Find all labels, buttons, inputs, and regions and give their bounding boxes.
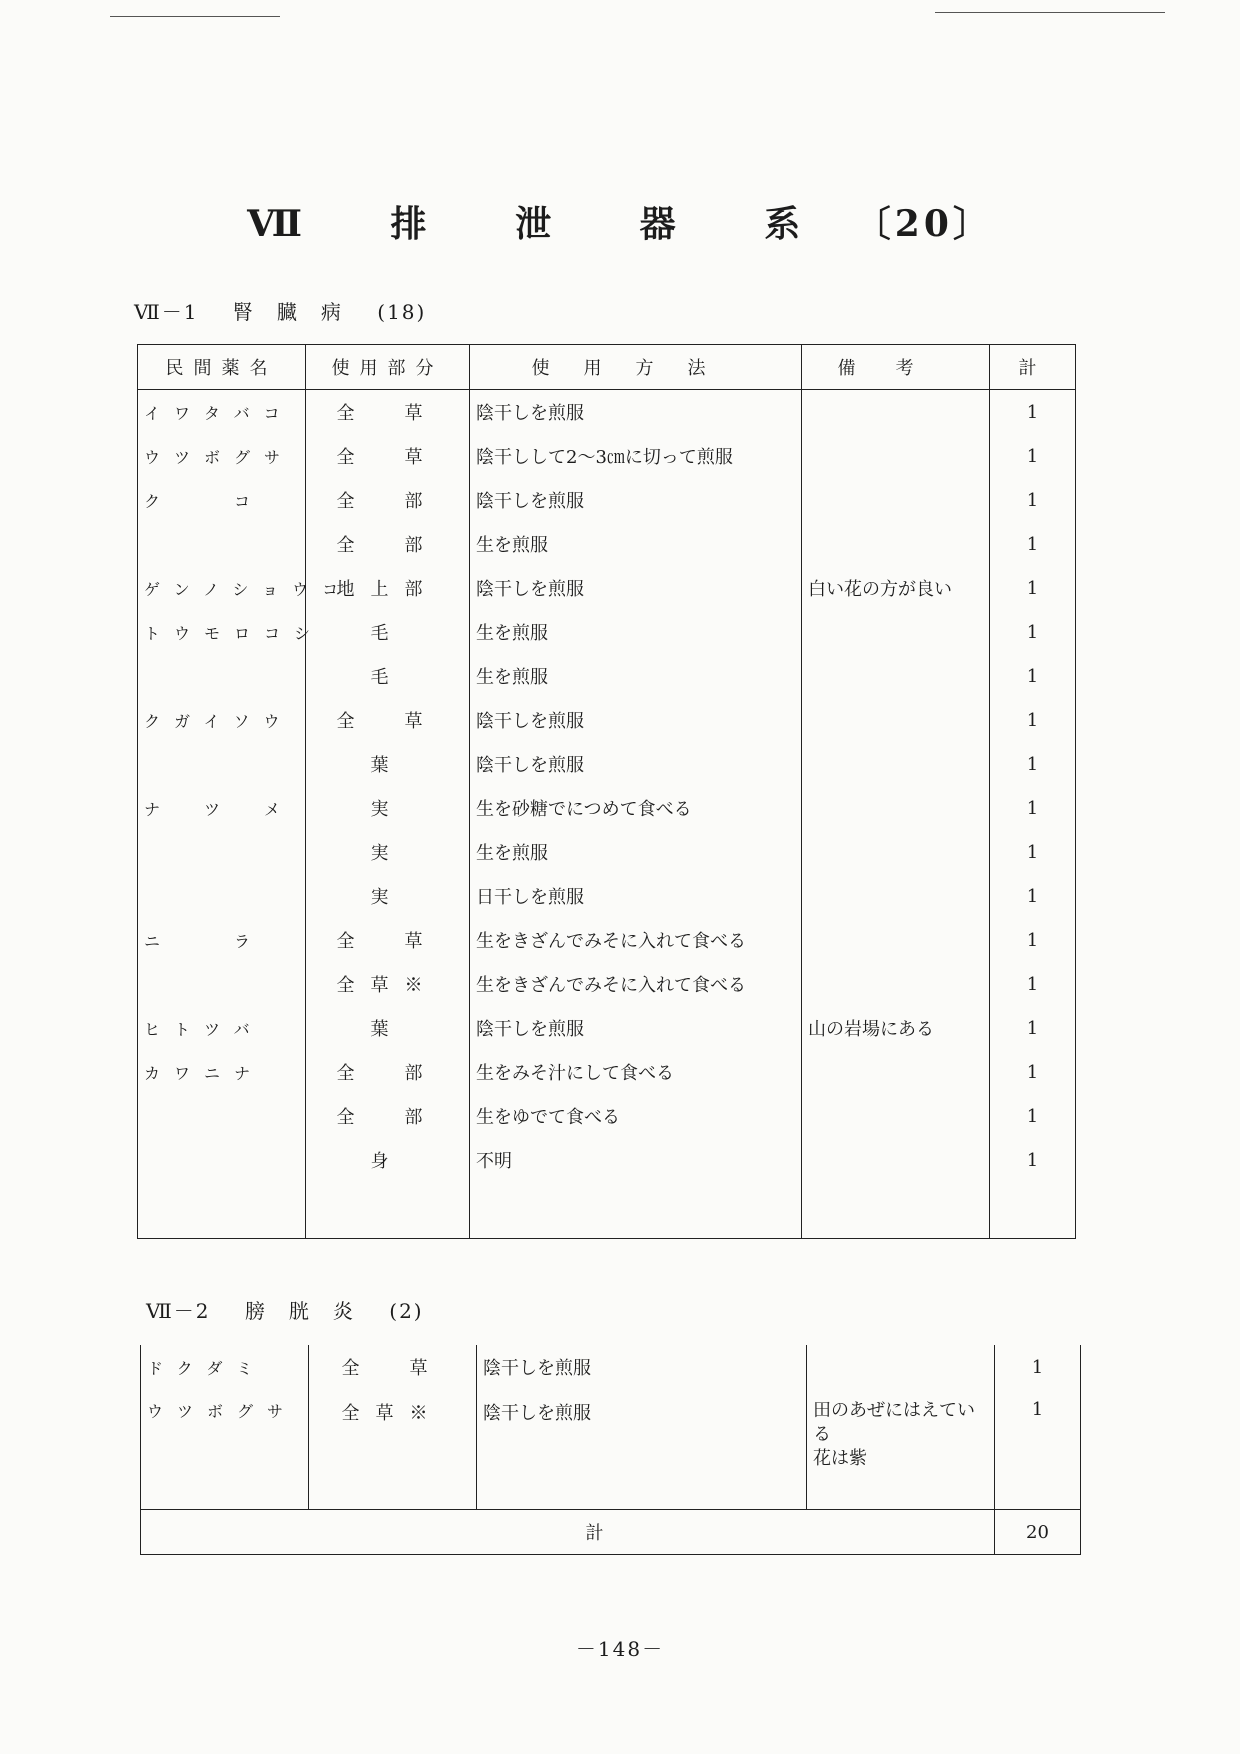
total-label: 計 — [141, 1510, 995, 1555]
row-part: 実 — [306, 830, 470, 874]
row-method: 生を煎服 — [470, 522, 802, 566]
row-method: 日干しを煎服 — [470, 874, 802, 918]
row-note — [802, 1050, 990, 1094]
row-part: 身 — [306, 1138, 470, 1182]
total-value: 20 — [995, 1510, 1081, 1555]
table-row — [138, 434, 1076, 478]
row-count: 1 — [990, 654, 1076, 698]
row-name — [138, 830, 306, 874]
table-row — [138, 698, 1076, 742]
row-part: 実 — [306, 874, 470, 918]
row-method: 陰干しを煎服 — [477, 1389, 807, 1510]
row-name: クガイソウ — [138, 698, 306, 742]
table-row — [138, 1006, 1076, 1050]
table-row — [141, 1389, 1081, 1510]
row-count: 1 — [990, 918, 1076, 962]
row-count: 1 — [990, 962, 1076, 1006]
row-method: 陰干しを煎服 — [470, 698, 802, 742]
table-row — [138, 566, 1076, 610]
row-method: 陰干しして2～3㎝に切って煎服 — [470, 434, 802, 478]
table-row — [138, 786, 1076, 830]
row-method: 陰干しを煎服 — [470, 1006, 802, 1050]
row-name: ウツボグサ — [138, 434, 306, 478]
row-count: 1 — [990, 1138, 1076, 1182]
row-count: 1 — [990, 434, 1076, 478]
spacer-cell — [802, 1182, 990, 1239]
row-method: 陰干しを煎服 — [470, 390, 802, 435]
row-count: 1 — [990, 786, 1076, 830]
row-part: 全 草 — [306, 918, 470, 962]
title-word: 系 — [764, 203, 805, 245]
section2-table — [140, 1345, 1081, 1555]
row-method: 不明 — [470, 1138, 802, 1182]
section1-title — [134, 296, 452, 325]
row-part: 全草※ — [306, 962, 470, 1006]
header-method: 使用方法 — [470, 345, 802, 390]
row-note — [802, 390, 990, 435]
row-method: 生を煎服 — [470, 654, 802, 698]
row-name — [138, 742, 306, 786]
row-count: 1 — [990, 610, 1076, 654]
row-name: ドクダミ — [141, 1345, 309, 1389]
row-name — [138, 654, 306, 698]
row-count: 1 — [990, 390, 1076, 435]
row-count: 1 — [990, 522, 1076, 566]
row-method: 生を砂糖でにつめて食べる — [470, 786, 802, 830]
title-word: 器 — [639, 203, 680, 245]
row-name — [138, 1138, 306, 1182]
row-count: 1 — [995, 1345, 1081, 1389]
spacer-cell — [306, 1182, 470, 1239]
row-note — [802, 874, 990, 918]
row-part: 実 — [306, 786, 470, 830]
row-count: 1 — [990, 830, 1076, 874]
row-name — [138, 522, 306, 566]
scan-speck — [935, 12, 1165, 13]
row-note — [802, 654, 990, 698]
header-count: 計 — [990, 345, 1076, 390]
header-note: 備考 — [802, 345, 990, 390]
table-row — [141, 1345, 1081, 1389]
row-name: トウモロコシ — [138, 610, 306, 654]
table-row — [138, 1050, 1076, 1094]
table-row — [138, 1094, 1076, 1138]
row-part: 毛 — [306, 610, 470, 654]
row-method: 生をきざんでみそに入れて食べる — [470, 962, 802, 1006]
section2-name: 膀 胱 炎 — [244, 1299, 355, 1323]
title-numeral: Ⅶ — [247, 203, 306, 245]
section2-count: (2) — [389, 1299, 424, 1323]
scan-speck — [110, 16, 280, 17]
row-name: カワニナ — [138, 1050, 306, 1094]
row-part: 全 草 — [306, 434, 470, 478]
section1-label: Ⅶ－1 — [134, 300, 199, 324]
table-row — [138, 610, 1076, 654]
table-row — [138, 1138, 1076, 1182]
row-method: 生をゆでて食べる — [470, 1094, 802, 1138]
row-note: 白い花の方が良い — [802, 566, 990, 610]
row-note — [802, 918, 990, 962]
row-name — [138, 1094, 306, 1138]
row-part: 全 部 — [306, 522, 470, 566]
row-name — [138, 962, 306, 1006]
row-name: ヒトツバ — [138, 1006, 306, 1050]
header-name: 民間薬名 — [138, 345, 306, 390]
row-count: 1 — [990, 1006, 1076, 1050]
row-note — [802, 786, 990, 830]
row-method: 生を煎服 — [470, 830, 802, 874]
table-row — [138, 874, 1076, 918]
row-method: 陰干しを煎服 — [470, 478, 802, 522]
row-count: 1 — [990, 698, 1076, 742]
row-note — [802, 478, 990, 522]
row-note — [802, 522, 990, 566]
row-note — [802, 962, 990, 1006]
row-method: 陰干しを煎服 — [470, 742, 802, 786]
section2-title — [146, 1295, 450, 1324]
row-part: 全草※ — [309, 1389, 477, 1510]
row-name: ゲンノショウコ — [138, 566, 306, 610]
row-count: 1 — [995, 1389, 1081, 1510]
section2-label: Ⅶ－2 — [146, 1299, 211, 1323]
table-row — [138, 830, 1076, 874]
row-note — [802, 434, 990, 478]
row-name — [138, 874, 306, 918]
row-name: ニ ラ — [138, 918, 306, 962]
row-part: 全 草 — [309, 1345, 477, 1389]
row-name: ウツボグサ — [141, 1389, 309, 1510]
row-note — [807, 1345, 995, 1389]
table-row — [138, 522, 1076, 566]
row-part: 毛 — [306, 654, 470, 698]
row-note — [802, 1094, 990, 1138]
spacer-cell — [470, 1182, 802, 1239]
row-method: 陰干しを煎服 — [477, 1345, 807, 1389]
row-method: 生を煎服 — [470, 610, 802, 654]
row-note — [802, 698, 990, 742]
table-spacer-row — [138, 1182, 1076, 1239]
row-count: 1 — [990, 566, 1076, 610]
table-row — [138, 654, 1076, 698]
row-part: 全 部 — [306, 478, 470, 522]
title-count: 〔20〕 — [854, 203, 993, 245]
row-note — [802, 742, 990, 786]
row-part: 地上部 — [306, 566, 470, 610]
row-note: 田のあぜにはえている 花は紫 — [807, 1389, 995, 1510]
row-note — [802, 610, 990, 654]
row-name: ナ ツ メ — [138, 786, 306, 830]
row-note — [802, 1138, 990, 1182]
row-note: 山の岩場にある — [802, 1006, 990, 1050]
row-part: 全 部 — [306, 1094, 470, 1138]
row-part: 葉 — [306, 1006, 470, 1050]
page-title — [0, 196, 1240, 247]
row-note — [802, 830, 990, 874]
row-count: 1 — [990, 742, 1076, 786]
row-method: 陰干しを煎服 — [470, 566, 802, 610]
title-word: 泄 — [515, 203, 556, 245]
table-row — [138, 962, 1076, 1006]
row-part: 全 草 — [306, 698, 470, 742]
row-count: 1 — [990, 874, 1076, 918]
row-name: イワタバコ — [138, 390, 306, 435]
row-count: 1 — [990, 1050, 1076, 1094]
row-count: 1 — [990, 478, 1076, 522]
row-count: 1 — [990, 1094, 1076, 1138]
header-part: 使用部分 — [306, 345, 470, 390]
row-method: 生をみそ汁にして食べる — [470, 1050, 802, 1094]
table-row — [138, 742, 1076, 786]
table-row — [138, 918, 1076, 962]
row-part: 葉 — [306, 742, 470, 786]
row-part: 全 草 — [306, 390, 470, 435]
section1-table — [137, 344, 1076, 1239]
row-method: 生をきざんでみそに入れて食べる — [470, 918, 802, 962]
title-word: 排 — [390, 203, 431, 245]
spacer-cell — [990, 1182, 1076, 1239]
section1-count: (18) — [377, 300, 427, 324]
spacer-cell — [138, 1182, 306, 1239]
row-part: 全 部 — [306, 1050, 470, 1094]
row-name: ク コ — [138, 478, 306, 522]
section1-name: 腎 臓 病 — [232, 300, 343, 324]
page-number: －148－ — [575, 1637, 665, 1661]
table-row — [138, 390, 1076, 435]
table-row — [138, 478, 1076, 522]
